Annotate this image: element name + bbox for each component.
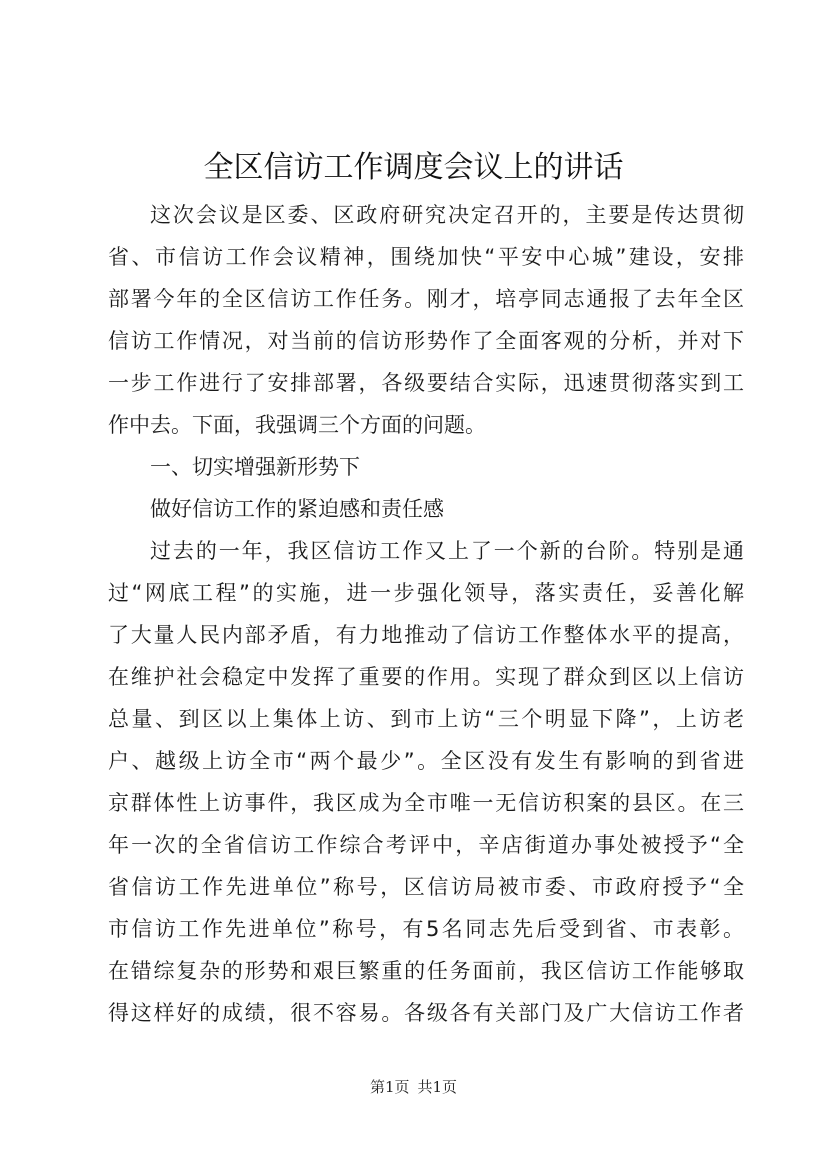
page-total: 共1页 [417, 1078, 458, 1096]
paragraph-line: 这次会议是区委、区政府研究决定召开的，主要是传达贯彻 [150, 203, 744, 227]
paragraph-line: 作中去。下面，我强调三个方面的问题。 [108, 413, 486, 437]
document-title: 全区信访工作调度会议上的讲话 [203, 150, 624, 185]
paragraph-line: 部署今年的全区信访工作任务。刚才，培亭同志通报了去年全区 [108, 287, 744, 311]
page-number: 第1页 [369, 1078, 410, 1096]
paragraph-line: 过“网底工程”的实施，进一步强化领导，落实责任，妥善化解 [108, 581, 744, 605]
paragraph-line: 在维护社会稳定中发挥了重要的作用。实现了群众到区以上信访 [108, 665, 744, 689]
paragraph-line: 信访工作情况，对当前的信访形势作了全面客观的分析，并对下 [108, 329, 744, 353]
paragraph-line: 户、越级上访全市“两个最少”。全区没有发生有影响的到省进 [108, 749, 744, 773]
paragraph-line: 省信访工作先进单位”称号，区信访局被市委、市政府授予“全 [108, 875, 744, 899]
paragraph-line: 了大量人民内部矛盾，有力地推动了信访工作整体水平的提高， [108, 623, 744, 647]
paragraph-line: 一步工作进行了安排部署，各级要结合实际，迅速贯彻落实到工 [108, 371, 744, 395]
paragraph-line: 在错综复杂的形势和艰巨繁重的任务面前，我区信访工作能够取 [108, 959, 744, 983]
paragraph-line: 年一次的全省信访工作综合考评中，辛店街道办事处被授予“全 [108, 833, 744, 857]
paragraph-line: 得这样好的成绩，很不容易。各级各有关部门及广大信访工作者 [108, 1001, 744, 1025]
paragraph-line: 总量、到区以上集体上访、到市上访“三个明显下降”，上访老 [108, 707, 744, 731]
page-footer [0, 1076, 827, 1098]
paragraph-line: 省、市信访工作会议精神，围绕加快“平安中心城”建设，安排 [108, 245, 744, 269]
document-body [108, 194, 744, 1034]
section-heading: 一、切实增强新形势下 [150, 455, 360, 479]
paragraph-line: 京群体性上访事件，我区成为全市唯一无信访积案的县区。在三 [108, 791, 744, 815]
paragraph-line: 过去的一年，我区信访工作又上了一个新的台阶。特别是通 [150, 539, 744, 563]
paragraph-line: 市信访工作先进单位”称号，有5名同志先后受到省、市表彰。 [108, 917, 744, 941]
section-heading: 做好信访工作的紧迫感和责任感 [150, 497, 444, 521]
